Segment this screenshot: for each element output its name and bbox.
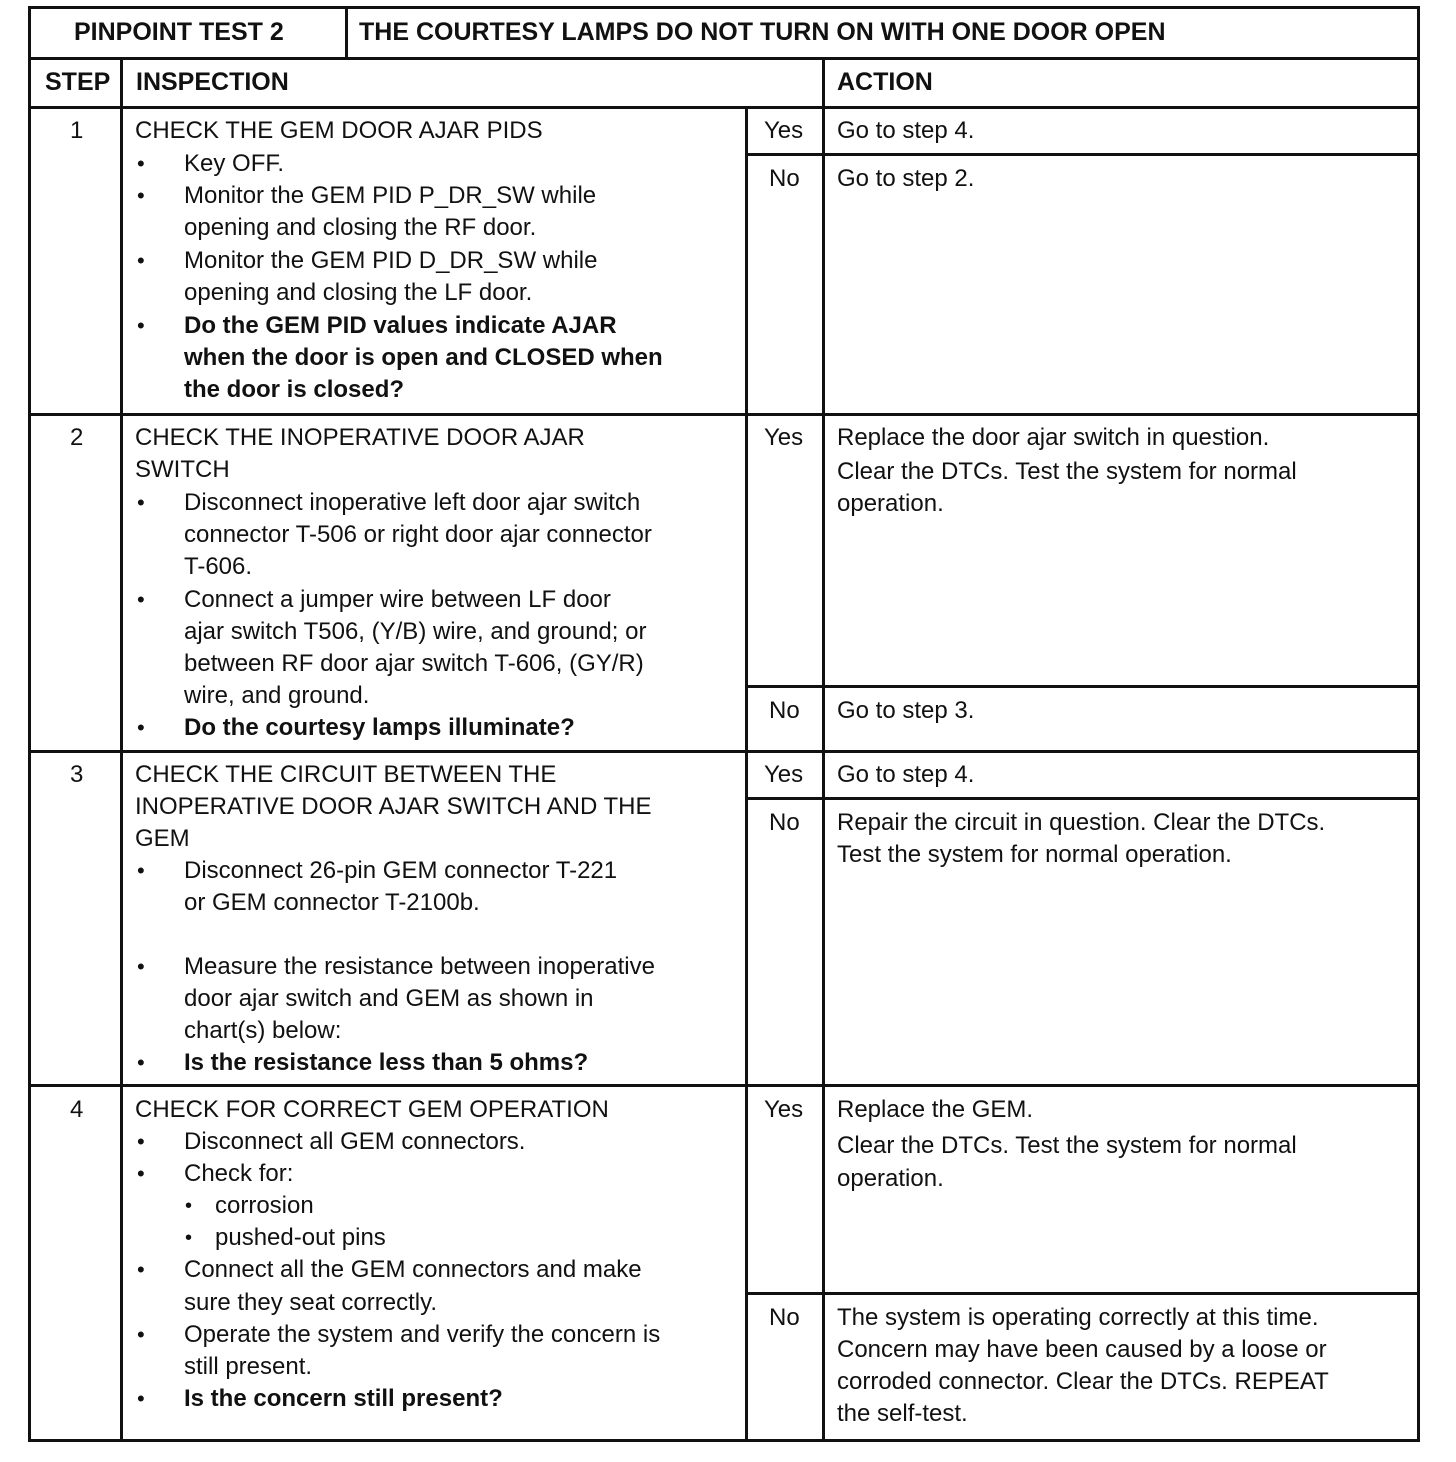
step-3-bullet-2-glyph: • (137, 954, 145, 979)
step-2-no-label: No (769, 697, 800, 724)
step-2-heading-1: CHECK THE INOPERATIVE DOOR AJAR (135, 424, 585, 451)
step-3-yes-label: Yes (764, 761, 804, 788)
step-4-bullet-3-glyph: • (137, 1257, 145, 1282)
step-4-number-cell (28, 1084, 123, 1442)
step-3-heading-3: GEM (135, 825, 190, 852)
step-4-number: 4 (70, 1096, 84, 1123)
step-3-no-label-cell (745, 797, 825, 1087)
step-1-line-5: opening and closing the LF door. (184, 279, 533, 306)
step-4-no-action-1: The system is operating correctly at this time. (837, 1304, 1319, 1331)
step-2-bullet-2-glyph: • (137, 587, 145, 612)
step-4-bullet-5-glyph: • (137, 1386, 145, 1411)
step-2-line-1: Disconnect inoperative left door ajar switch (184, 489, 641, 516)
step-1-bullet-2-glyph: • (137, 183, 145, 208)
step-3-line-6: Is the resistance less than 5 ohms? (184, 1049, 589, 1076)
step-4-line-7: Operate the system and verify the concern is (184, 1321, 661, 1348)
step-2-line-5: ajar switch T506, (Y/B) wire, and ground; or (184, 618, 647, 645)
step-4-no-label: No (769, 1304, 800, 1331)
step-4-line-9: Is the concern still present? (184, 1385, 503, 1412)
step-4-line-3: corrosion (215, 1192, 314, 1219)
step-3-number-cell (28, 750, 123, 1087)
step-3-bullet-3-glyph: • (137, 1050, 145, 1075)
step-3-line-5: chart(s) below: (184, 1017, 342, 1044)
step-4-line-4: pushed-out pins (215, 1224, 386, 1251)
step-4-line-2: Check for: (184, 1160, 294, 1187)
step-2-line-7: wire, and ground. (184, 682, 370, 709)
step-1-yes-label: Yes (764, 117, 804, 144)
step-3-no-label: No (769, 809, 800, 836)
step-4-yes-label: Yes (764, 1096, 804, 1123)
step-1-heading: CHECK THE GEM DOOR AJAR PIDS (135, 117, 543, 144)
step-4-subbullet-1-glyph: • (185, 1195, 193, 1217)
step-3-line-4: door ajar switch and GEM as shown in (184, 985, 594, 1012)
step-4-bullet-1-glyph: • (137, 1129, 145, 1154)
step-4-bullet-4-glyph: • (137, 1322, 145, 1347)
header-step: STEP (45, 68, 111, 96)
test-id: PINPOINT TEST 2 (74, 18, 284, 46)
step-1-no-action-1: Go to step 2. (837, 165, 975, 192)
step-1-yes-action-1: Go to step 4. (837, 117, 975, 144)
step-3-line-3: Measure the resistance between inoperative (184, 953, 655, 980)
step-4-yes-action-1: Replace the GEM. (837, 1096, 1034, 1123)
step-2-no-action-1: Go to step 3. (837, 697, 975, 724)
step-1-line-4: Monitor the GEM PID D_DR_SW while (184, 247, 598, 274)
step-2-line-3: T-606. (184, 553, 253, 580)
step-2-yes-action-3: operation. (837, 490, 944, 517)
step-2-bullet-1-glyph: • (137, 490, 145, 515)
step-2-yes-action-1: Replace the door ajar switch in question. (837, 424, 1270, 451)
step-3-no-action-1: Repair the circuit in question. Clear the DTCs. (837, 809, 1326, 836)
step-1-no-label: No (769, 165, 800, 192)
step-2-line-8: Do the courtesy lamps illuminate? (184, 714, 575, 741)
header-inspection: INSPECTION (136, 68, 289, 96)
test-title: THE COURTESY LAMPS DO NOT TURN ON WITH ONE DOOR OPEN (359, 18, 1166, 46)
step-3-heading-1: CHECK THE CIRCUIT BETWEEN THE (135, 761, 557, 788)
step-1-line-3: opening and closing the RF door. (184, 214, 537, 241)
step-4-no-action-2: Concern may have been caused by a loose or (837, 1336, 1327, 1363)
step-2-yes-label: Yes (764, 424, 804, 451)
step-4-bullet-2-glyph: • (137, 1161, 145, 1186)
step-4-line-5: Connect all the GEM connectors and make (184, 1256, 642, 1283)
step-2-yes-action-2: Clear the DTCs. Test the system for normal (837, 458, 1297, 485)
step-4-subbullet-2-glyph: • (185, 1227, 193, 1249)
step-4-yes-action-3: operation. (837, 1165, 944, 1192)
step-3-no-action-2: Test the system for normal operation. (837, 841, 1232, 868)
step-2-line-2: connector T-506 or right door ajar connector (184, 521, 652, 548)
step-1-bullet-3-glyph: • (137, 248, 145, 273)
step-2-line-4: Connect a jumper wire between LF door (184, 586, 611, 613)
step-1-bullet-4-glyph: • (137, 313, 145, 338)
step-4-line-6: sure they seat correctly. (184, 1289, 437, 1316)
step-3-line-2: or GEM connector T-2100b. (184, 889, 480, 916)
header-action: ACTION (837, 68, 933, 96)
step-1-bullet-1-glyph: • (137, 151, 145, 176)
step-3-line-1: Disconnect 26-pin GEM connector T-221 (184, 857, 618, 884)
step-2-number: 2 (70, 424, 84, 451)
pinpoint-test-table (28, 6, 1420, 1442)
step-1-line-2: Monitor the GEM PID P_DR_SW while (184, 182, 597, 209)
step-4-line-8: still present. (184, 1353, 313, 1380)
step-3-bullet-1-glyph: • (137, 858, 145, 883)
step-1-line-7: when the door is open and CLOSED when (184, 344, 663, 371)
step-4-no-action-4: the self-test. (837, 1400, 968, 1427)
step-1-line-1: Key OFF. (184, 150, 285, 177)
step-4-line-1: Disconnect all GEM connectors. (184, 1128, 526, 1155)
step-2-heading-2: SWITCH (135, 456, 230, 483)
step-3-heading-2: INOPERATIVE DOOR AJAR SWITCH AND THE (135, 793, 652, 820)
step-1-number: 1 (70, 117, 84, 144)
step-4-no-action-3: corroded connector. Clear the DTCs. REPEAT (837, 1368, 1329, 1395)
step-2-line-6: between RF door ajar switch T-606, (GY/R) (184, 650, 644, 677)
step-2-number-cell (28, 413, 123, 753)
step-4-heading: CHECK FOR CORRECT GEM OPERATION (135, 1096, 609, 1123)
step-1-line-8: the door is closed? (184, 376, 405, 403)
step-3-number: 3 (70, 761, 84, 788)
step-2-bullet-3-glyph: • (137, 715, 145, 740)
step-1-number-cell (28, 106, 123, 416)
step-3-yes-action-1: Go to step 4. (837, 761, 975, 788)
step-1-line-6: Do the GEM PID values indicate AJAR (184, 312, 617, 339)
step-4-yes-action-2: Clear the DTCs. Test the system for normal (837, 1132, 1297, 1159)
